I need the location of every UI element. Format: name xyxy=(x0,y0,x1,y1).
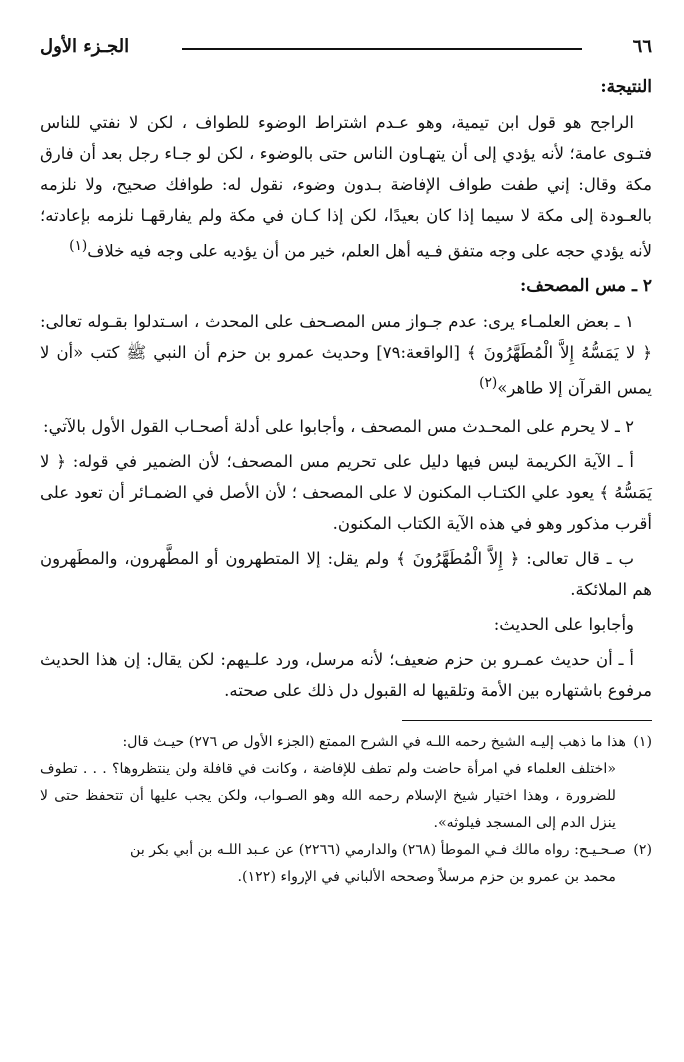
hadith-answer-paragraph: أ ـ أن حديث عمـرو بن حزم ضعيف؛ لأنه مرسل، ورد علـيهم: لكن يقال: إن هذا الحديث مرفوع باشتهاره بين الأمة وتلقيها له القبول دل ذلك على صحته. xyxy=(40,650,652,700)
header-rule xyxy=(182,48,582,50)
point-2-paragraph: ٢ ـ لا يحرم على المحـدث مس المصحف ، وأجابوا على أدلة أصحـاب القول الأول بالآتي: xyxy=(43,417,634,436)
footnote-ref-2[interactable]: (٢) xyxy=(479,374,498,391)
footnote-1-cont: «اختلف العلماء في امرأة حاضت ولم تطف للإفاضة ، وكانت في قافلة ولن ينتظروها؟ . . . تطوف للضرورة ، وهذا اختيار شيخ الإسلام رحمه الله وهو الصـواب، ولكن يجب عليها أن تتحفظ حتى لا ينزل الدم إلى المسجد فيلوثه». xyxy=(40,761,616,831)
footnote-2-number: (٢) xyxy=(633,842,652,858)
part-title: الجـزء الأول xyxy=(40,36,130,57)
footnote-1-number: (١) xyxy=(633,734,652,750)
conclusion-heading: النتيجة: xyxy=(600,77,652,97)
page-body xyxy=(40,72,652,891)
hadith-intro: وأجابوا على الحديث: xyxy=(493,615,634,634)
page-header xyxy=(40,36,652,62)
footnote-1-lead: هذا ما ذهب إليـه الشيخ رحمه اللـه في الشرح الممتع (الجزء الأول ص ٢٧٦) حيـث قال: xyxy=(122,734,626,750)
section-heading: ٢ ـ مس المصحف: xyxy=(520,275,652,296)
footnote-separator xyxy=(402,720,652,721)
conclusion-paragraph xyxy=(40,107,652,267)
point-1-text: ١ ـ بعض العلمـاء يرى: عدم جـواز مس المصـحف على المحدث ، اسـتدلوا بقـوله تعالى: ﴿ لا يَمَسُّهُ إِلاَّ الْمُطَهَّرُونَ ﴾ [الواقعة:٧٩] وحديث عمرو بن حزم أن النبي ﷺ كتب «أن لا يمس القرآن إلا طاهر» xyxy=(40,311,652,397)
footnote-2-lead: صـحـيـح: رواه مالك فـي الموطأ (٢٦٨) والدارمي (٢٢٦٦) عن عـبد اللـه بن أبي بكر بن xyxy=(130,842,626,858)
conclusion-text: الراجح هو قول ابن تيمية، وهو عـدم اشتراط الوضوء للطواف ، لكن لا نفتي للناس فتـوى عامة؛ لأنه يؤدي إلى أن يتهـاون الناس حتى بالوضوء ، لكن لو جـاء رجل بعد أن فارق مكة وقال: إني طفت طواف الإفاضة بـدون وضوء، نقول له: طوافك صحيح، ولا نلزمه بالعـودة إلى مكة لا سيما إذا كان بعيدًا، لكن إذا كـان في مكة ولم يفارقهـا نلزمه بإعادته؛ لأنه يؤدي حجه على وجه متفق فـيه أهل العلم، خير من أن يؤديه على وجه فيه خلاف xyxy=(40,113,652,261)
page-number: ٦٦ xyxy=(632,36,652,57)
point-1-paragraph xyxy=(40,306,652,404)
footnote-ref-1[interactable]: (١) xyxy=(69,238,88,254)
footnote-1 xyxy=(40,729,652,837)
footnote-2-cont: محمد بن عمرو بن حزم مرسلاً وصححه الألباني في الإرواء (١٢٢). xyxy=(237,869,616,885)
answer-a-paragraph: أ ـ الآية الكريمة ليس فيها دليل على تحريم مس المصحف؛ لأن الضمير في قوله: ﴿ لا يَمَسُّهُ ﴾ يعود علي الكتـاب المكنون لا على المصحف ؛ لأن الأصل في الضمـائر أن تعود على أقرب مذكور وهو في هذه الآية الكتاب المكنون. xyxy=(40,452,652,533)
answer-b-paragraph: ب ـ قال تعالى: ﴿ إِلاَّ الْمُطَهَّرُونَ ﴾ ولم يقل: إلا المتطهرون أو المطَّهرون، والمطَهرون هم الملائكة. xyxy=(40,549,652,599)
footnote-2 xyxy=(40,837,652,891)
